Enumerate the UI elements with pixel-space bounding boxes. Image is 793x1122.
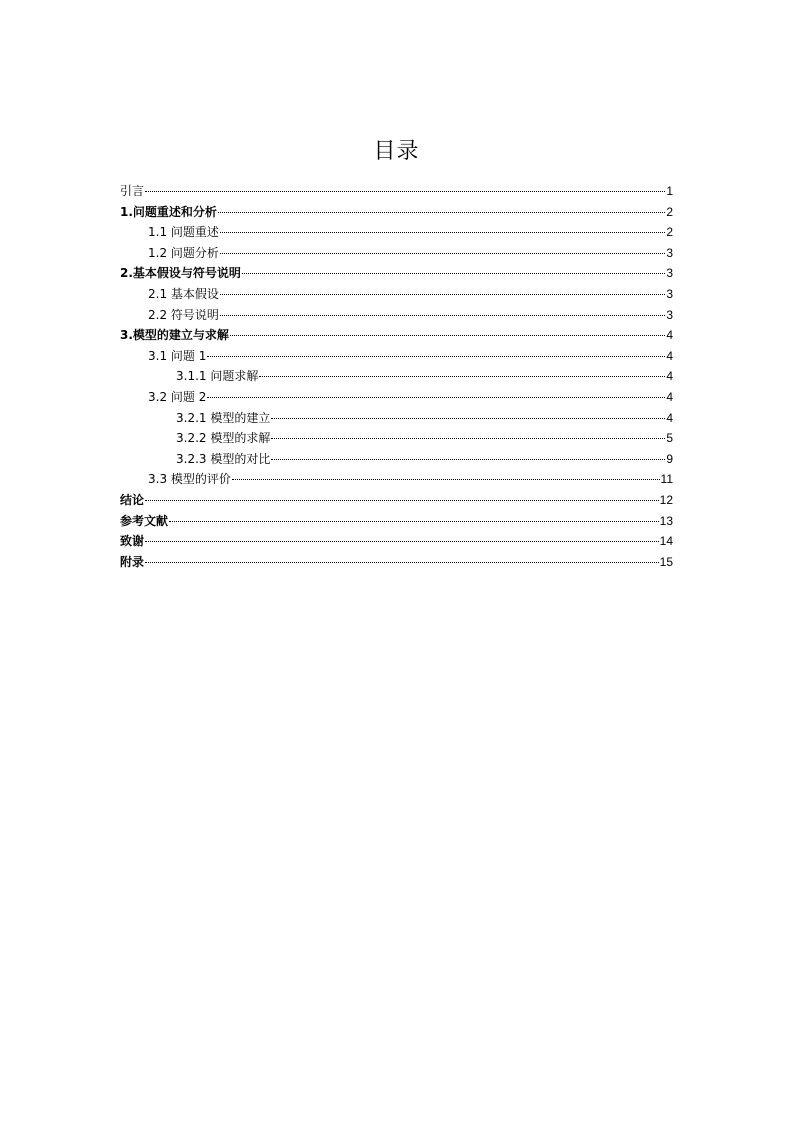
toc-entry-label: 3.2.2 模型的求解 (176, 431, 271, 446)
toc-entry-label: 2.2 符号说明 (148, 307, 219, 322)
toc-entry[interactable] (120, 469, 673, 490)
toc-dot-leader (230, 333, 665, 336)
toc-entry[interactable] (120, 305, 673, 326)
toc-entry-page-number: 12 (659, 492, 673, 507)
toc-entry-label: 附录 (120, 554, 145, 569)
toc-entry-page-number: 1 (666, 184, 673, 198)
toc-dot-leader (220, 230, 665, 233)
toc-entry-page-number: 4 (666, 348, 673, 363)
toc-entry-label: 1.问题重述和分析 (120, 204, 217, 219)
toc-entry-label: 3.2.3 模型的对比 (176, 451, 271, 466)
toc-entry-page-number: 13 (659, 513, 673, 528)
toc-entry-label: 3.2 问题 2 (148, 389, 207, 404)
toc-dot-leader (271, 457, 665, 460)
toc-entry-page-number: 4 (666, 328, 673, 343)
toc-dot-leader (145, 539, 659, 542)
toc-dot-leader (271, 436, 665, 439)
toc-entry[interactable] (120, 325, 673, 346)
toc-entry[interactable] (120, 366, 673, 387)
toc-entry[interactable] (120, 428, 673, 449)
toc-entry-label: 3.1.1 问题求解 (176, 369, 259, 384)
toc-entry-page-number: 3 (666, 307, 673, 322)
toc-entry-page-number: 2 (666, 204, 673, 219)
toc-entry-page-number: 4 (666, 369, 673, 384)
toc-dot-leader (220, 313, 665, 316)
toc-list (120, 181, 673, 572)
toc-entry-page-number: 4 (666, 410, 673, 425)
toc-entry[interactable] (120, 181, 673, 202)
toc-entry[interactable] (120, 387, 673, 408)
toc-dot-leader (220, 251, 665, 254)
toc-dot-leader (169, 519, 659, 522)
toc-dot-leader (218, 210, 665, 213)
toc-entry[interactable] (120, 449, 673, 470)
toc-entry-label: 引言 (120, 184, 145, 198)
toc-entry[interactable] (120, 531, 673, 552)
toc-entry-label: 结论 (120, 492, 145, 507)
toc-entry-label: 2.1 基本假设 (148, 286, 219, 301)
toc-entry-label: 3.3 模型的评价 (148, 472, 231, 487)
toc-entry-label: 参考文献 (120, 513, 169, 528)
toc-entry-label: 1.2 问题分析 (148, 245, 219, 260)
toc-dot-leader (232, 477, 660, 480)
toc-dot-leader (207, 354, 665, 357)
toc-entry-page-number: 3 (666, 266, 673, 281)
toc-entry[interactable] (120, 490, 673, 511)
toc-entry-label: 1.1 问题重述 (148, 225, 219, 240)
toc-entry-page-number: 2 (666, 225, 673, 240)
toc-dot-leader (145, 560, 659, 563)
toc-entry[interactable] (120, 202, 673, 223)
toc-entry-label: 3.模型的建立与求解 (120, 328, 229, 343)
toc-entry-label: 3.1 问题 1 (148, 348, 207, 363)
toc-entry-label: 致谢 (120, 534, 145, 549)
toc-dot-leader (145, 498, 659, 501)
toc-dot-leader (242, 271, 665, 274)
toc-entry[interactable] (120, 263, 673, 284)
toc-entry-page-number: 11 (660, 472, 673, 487)
toc-entry[interactable] (120, 243, 673, 264)
toc-entry-page-number: 15 (659, 554, 673, 569)
toc-dot-leader (220, 292, 665, 295)
toc-entry-page-number: 9 (666, 451, 673, 466)
toc-entry[interactable] (120, 284, 673, 305)
toc-dot-leader (259, 374, 665, 377)
toc-entry-page-number: 5 (666, 431, 673, 446)
toc-entry[interactable] (120, 552, 673, 573)
toc-title: 目录 (373, 138, 420, 164)
toc-entry-page-number: 3 (666, 286, 673, 301)
toc-entry-label: 3.2.1 模型的建立 (176, 410, 271, 425)
toc-entry-label: 2.基本假设与符号说明 (120, 266, 241, 281)
toc-entry-page-number: 4 (666, 389, 673, 404)
toc-entry-page-number: 3 (666, 245, 673, 260)
toc-entry-page-number: 14 (659, 534, 673, 549)
toc-dot-leader (271, 416, 665, 419)
toc-entry[interactable] (120, 408, 673, 429)
toc-entry[interactable] (120, 511, 673, 532)
toc-entry[interactable] (120, 346, 673, 367)
toc-dot-leader (207, 395, 665, 398)
toc-dot-leader (145, 189, 665, 192)
toc-entry[interactable] (120, 222, 673, 243)
